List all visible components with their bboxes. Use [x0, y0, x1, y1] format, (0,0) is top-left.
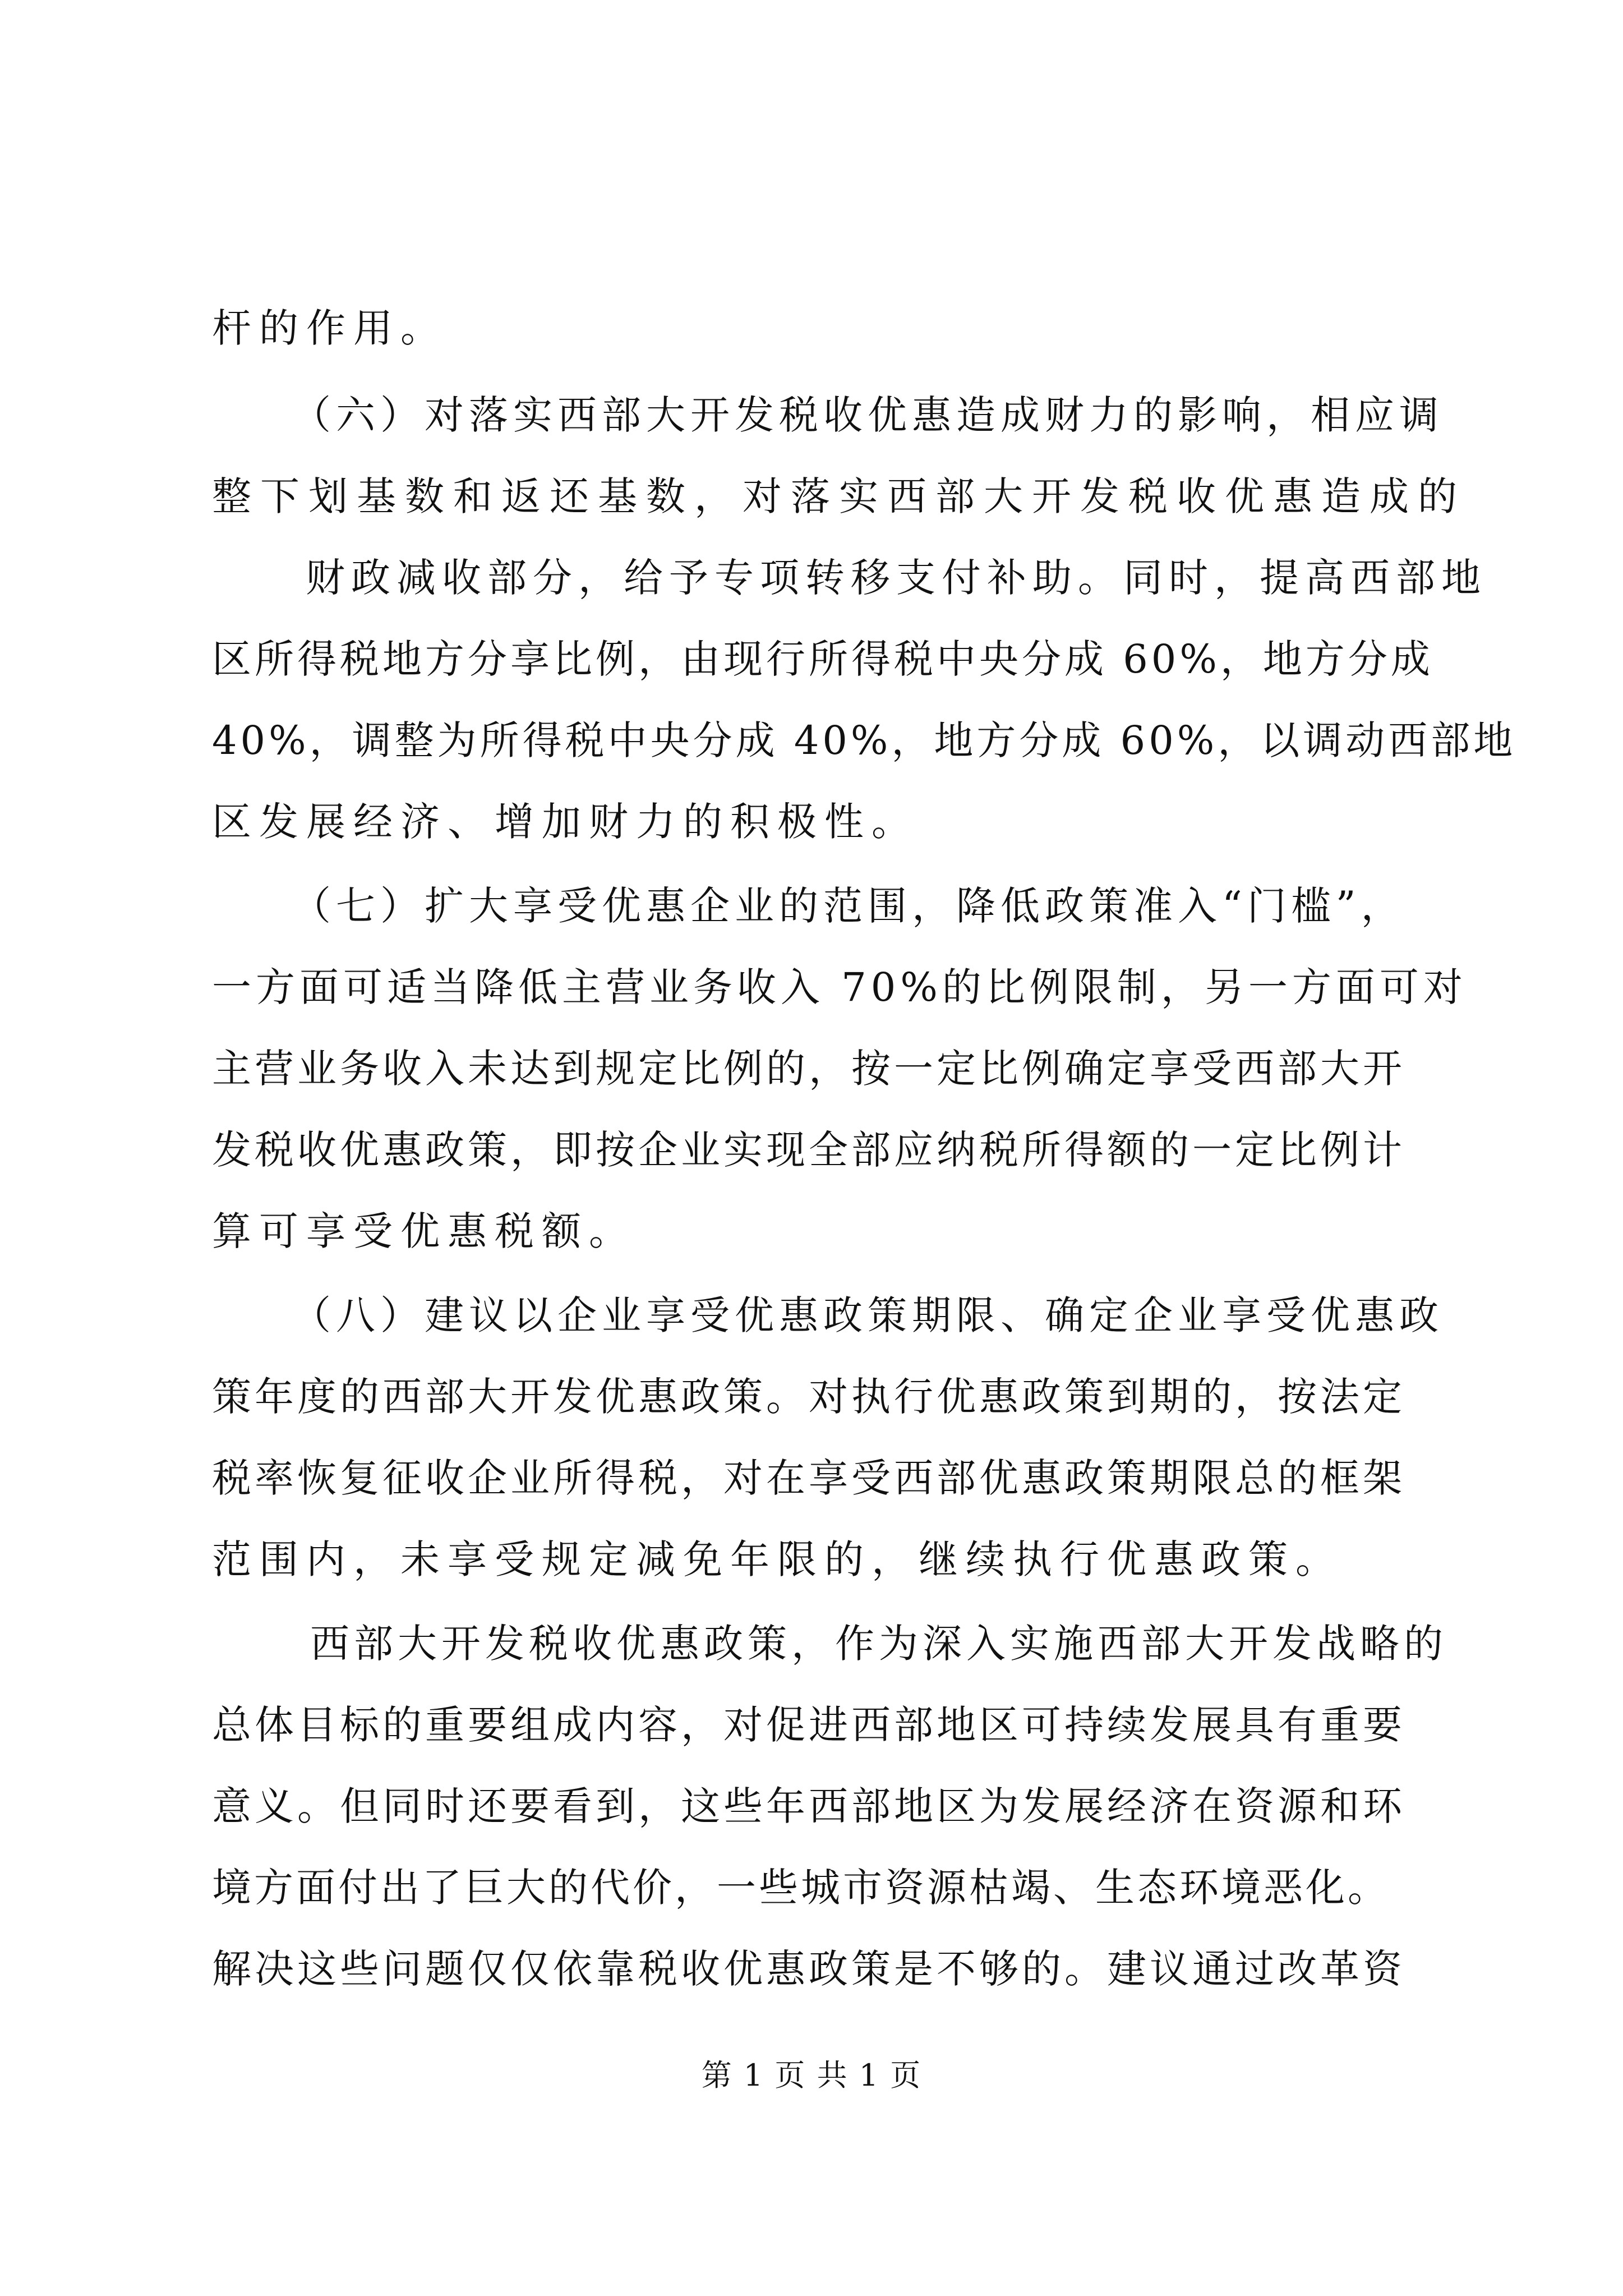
- text-line: （六）对落实西部大开发税收优惠造成财力的影响，相应调: [292, 392, 1444, 438]
- text-line: 算可享受优惠税额。: [212, 1208, 636, 1254]
- text-line: 范围内，未享受规定减免年限的，继续执行优惠政策。: [212, 1536, 1343, 1582]
- text-line: 杆的作用。: [212, 305, 448, 351]
- text-line: 税率恢复征收企业所得税，对在享受西部优惠政策期限总的框架: [212, 1455, 1405, 1501]
- text-line: 策年度的西部大开发优惠政策。对执行优惠政策到期的，按法定: [212, 1374, 1405, 1420]
- text-line: 整下划基数和返还基数，对落实西部大开发税收优惠造成的: [212, 473, 1466, 519]
- text-line: 解决这些问题仅仅依靠税收优惠政策是不够的。建议通过改革资: [212, 1946, 1405, 1992]
- text-line: 发税收优惠政策，即按企业实现全部应纳税所得额的一定比例计: [212, 1127, 1405, 1173]
- text-line: 意义。但同时还要看到，这些年西部地区为发展经济在资源和环: [212, 1783, 1405, 1829]
- text-line: 一方面可适当降低主营业务收入 70%的比例限制，另一方面可对: [212, 964, 1467, 1010]
- text-line: 区发展经济、增加财力的积极性。: [212, 799, 919, 845]
- text-line: 境方面付出了巨大的代价，一些城市资源枯竭、生态环境恶化。: [212, 1865, 1390, 1911]
- text-line: （七）扩大享受优惠企业的范围，降低政策准入“门槛”，: [292, 883, 1405, 929]
- text-line: （八）建议以企业享受优惠政策期限、确定企业享受优惠政: [292, 1292, 1444, 1338]
- text-line: 40%，调整为所得税中央分成 40%，地方分成 60%，以调动西部地: [212, 717, 1516, 763]
- text-line: 区所得税地方分享比例，由现行所得税中央分成 60%，地方分成: [212, 636, 1433, 682]
- text-line: 总体目标的重要组成内容，对促进西部地区可持续发展具有重要: [212, 1702, 1405, 1748]
- text-line: 主营业务收入未达到规定比例的，按一定比例确定享受西部大开: [212, 1046, 1405, 1092]
- text-line: 西部大开发税收优惠政策，作为深入实施西部大开发战略的: [310, 1621, 1447, 1667]
- text-line: 财政减收部分，给予专项转移支付补助。同时，提高西部地: [306, 555, 1487, 601]
- page-number-footer: 第 1 页 共 1 页: [701, 2058, 922, 2093]
